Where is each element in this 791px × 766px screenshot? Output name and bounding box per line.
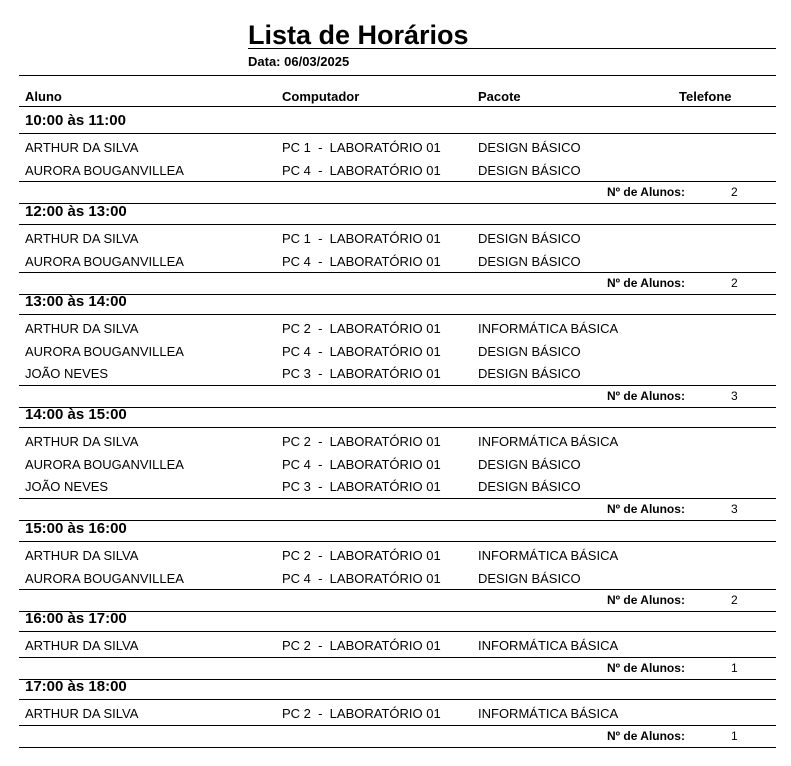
student-count-value: 3 bbox=[731, 502, 738, 517]
group-bottom-rule bbox=[19, 611, 776, 612]
student-count-label: Nº de Alunos: bbox=[607, 276, 685, 291]
student-count-value: 1 bbox=[731, 660, 738, 675]
student-count-value: 2 bbox=[731, 276, 738, 291]
row-pacote: DESIGN BÁSICO bbox=[478, 366, 581, 382]
row-pacote: INFORMÁTICA BÁSICA bbox=[478, 434, 619, 449]
group-title-rule bbox=[19, 699, 776, 700]
group-title-rule bbox=[19, 541, 776, 542]
group-time-title: 12:00 às 13:00 bbox=[25, 203, 127, 220]
row-pacote: DESIGN BÁSICO bbox=[478, 570, 581, 586]
group-title-rule bbox=[19, 314, 776, 315]
row-computador: PC 2 - LABORATÓRIO 01 bbox=[282, 638, 441, 653]
row-aluno: ARTHUR DA SILVA bbox=[25, 231, 139, 246]
row-computador: PC 2 - LABORATÓRIO 01 bbox=[282, 706, 441, 721]
group-rows-rule bbox=[19, 725, 776, 726]
row-pacote: DESIGN BÁSICO bbox=[478, 140, 581, 155]
row-computador: PC 3 - LABORATÓRIO 01 bbox=[282, 366, 441, 382]
group-rows-rule bbox=[19, 657, 776, 658]
row-aluno: JOÃO NEVES bbox=[25, 366, 109, 382]
row-computador: PC 1 - LABORATÓRIO 01 bbox=[282, 140, 441, 155]
row-computador: PC 4 - LABORATÓRIO 01 bbox=[282, 456, 441, 472]
row-pacote: DESIGN BÁSICO bbox=[478, 162, 581, 178]
row-aluno: JOÃO NEVES bbox=[25, 479, 109, 495]
row-pacote: DESIGN BÁSICO bbox=[478, 253, 581, 269]
row-computador: PC 4 - LABORATÓRIO 01 bbox=[282, 162, 441, 178]
group-rows-rule bbox=[19, 498, 776, 499]
row-pacote: INFORMÁTICA BÁSICA bbox=[478, 638, 619, 653]
student-count-value: 2 bbox=[731, 185, 738, 200]
column-header-aluno: Aluno bbox=[25, 89, 62, 104]
row-pacote: INFORMÁTICA BÁSICA bbox=[478, 706, 619, 721]
row-aluno: ARTHUR DA SILVA bbox=[25, 706, 139, 721]
row-aluno: ARTHUR DA SILVA bbox=[25, 548, 139, 563]
group-rows-rule bbox=[19, 589, 776, 590]
column-header-pacote: Pacote bbox=[478, 89, 521, 104]
row-pacote: DESIGN BÁSICO bbox=[478, 456, 581, 472]
row-aluno: AURORA BOUGANVILLEA bbox=[25, 253, 184, 269]
row-aluno: ARTHUR DA SILVA bbox=[25, 638, 139, 653]
row-aluno: ARTHUR DA SILVA bbox=[25, 321, 139, 336]
group-rows-rule bbox=[19, 272, 776, 273]
group-title-rule bbox=[19, 427, 776, 428]
group-bottom-rule bbox=[19, 520, 776, 521]
column-header-telefone: Telefone bbox=[679, 89, 732, 104]
row-pacote: DESIGN BÁSICO bbox=[478, 479, 581, 495]
group-time-title: 15:00 às 16:00 bbox=[25, 520, 127, 537]
row-pacote: INFORMÁTICA BÁSICA bbox=[478, 548, 619, 563]
student-count-label: Nº de Alunos: bbox=[607, 389, 685, 404]
group-bottom-rule bbox=[19, 747, 776, 748]
student-count-label: Nº de Alunos: bbox=[607, 185, 685, 200]
row-pacote: DESIGN BÁSICO bbox=[478, 231, 581, 246]
group-time-title: 13:00 às 14:00 bbox=[25, 293, 127, 310]
row-computador: PC 4 - LABORATÓRIO 01 bbox=[282, 343, 441, 359]
group-bottom-rule bbox=[19, 679, 776, 680]
row-computador: PC 3 - LABORATÓRIO 01 bbox=[282, 479, 441, 495]
row-computador: PC 2 - LABORATÓRIO 01 bbox=[282, 321, 441, 336]
group-rows-rule bbox=[19, 385, 776, 386]
column-header-computador: Computador bbox=[282, 89, 360, 104]
row-aluno: AURORA BOUGANVILLEA bbox=[25, 456, 184, 472]
group-time-title: 16:00 às 17:00 bbox=[25, 610, 127, 627]
group-rows-rule bbox=[19, 181, 776, 182]
row-computador: PC 1 - LABORATÓRIO 01 bbox=[282, 231, 441, 246]
row-aluno: ARTHUR DA SILVA bbox=[25, 140, 139, 155]
student-count-value: 1 bbox=[731, 728, 738, 743]
group-time-title: 10:00 às 11:00 bbox=[25, 112, 126, 129]
report-date: Data: 06/03/2025 bbox=[248, 54, 350, 69]
row-pacote: INFORMÁTICA BÁSICA bbox=[478, 321, 619, 336]
row-aluno: ARTHUR DA SILVA bbox=[25, 434, 139, 449]
row-aluno: AURORA BOUGANVILLEA bbox=[25, 570, 184, 586]
group-title-rule bbox=[19, 133, 776, 134]
student-count-label: Nº de Alunos: bbox=[607, 660, 685, 675]
group-time-title: 14:00 às 15:00 bbox=[25, 406, 127, 423]
row-computador: PC 2 - LABORATÓRIO 01 bbox=[282, 434, 441, 449]
group-time-title: 17:00 às 18:00 bbox=[25, 678, 127, 695]
report-title: Lista de Horários bbox=[248, 20, 469, 50]
row-computador: PC 4 - LABORATÓRIO 01 bbox=[282, 253, 441, 269]
student-count-label: Nº de Alunos: bbox=[607, 593, 685, 608]
student-count-value: 3 bbox=[731, 389, 738, 404]
student-count-label: Nº de Alunos: bbox=[607, 728, 685, 743]
group-title-rule bbox=[19, 631, 776, 632]
row-computador: PC 4 - LABORATÓRIO 01 bbox=[282, 570, 441, 586]
student-count-value: 2 bbox=[731, 593, 738, 608]
group-title-rule bbox=[19, 224, 776, 225]
student-count-label: Nº de Alunos: bbox=[607, 502, 685, 517]
row-aluno: AURORA BOUGANVILLEA bbox=[25, 162, 184, 178]
group-bottom-rule bbox=[19, 294, 776, 295]
group-bottom-rule bbox=[19, 203, 776, 204]
row-pacote: DESIGN BÁSICO bbox=[478, 343, 581, 359]
row-computador: PC 2 - LABORATÓRIO 01 bbox=[282, 548, 441, 563]
row-aluno: AURORA BOUGANVILLEA bbox=[25, 343, 184, 359]
group-bottom-rule bbox=[19, 407, 776, 408]
